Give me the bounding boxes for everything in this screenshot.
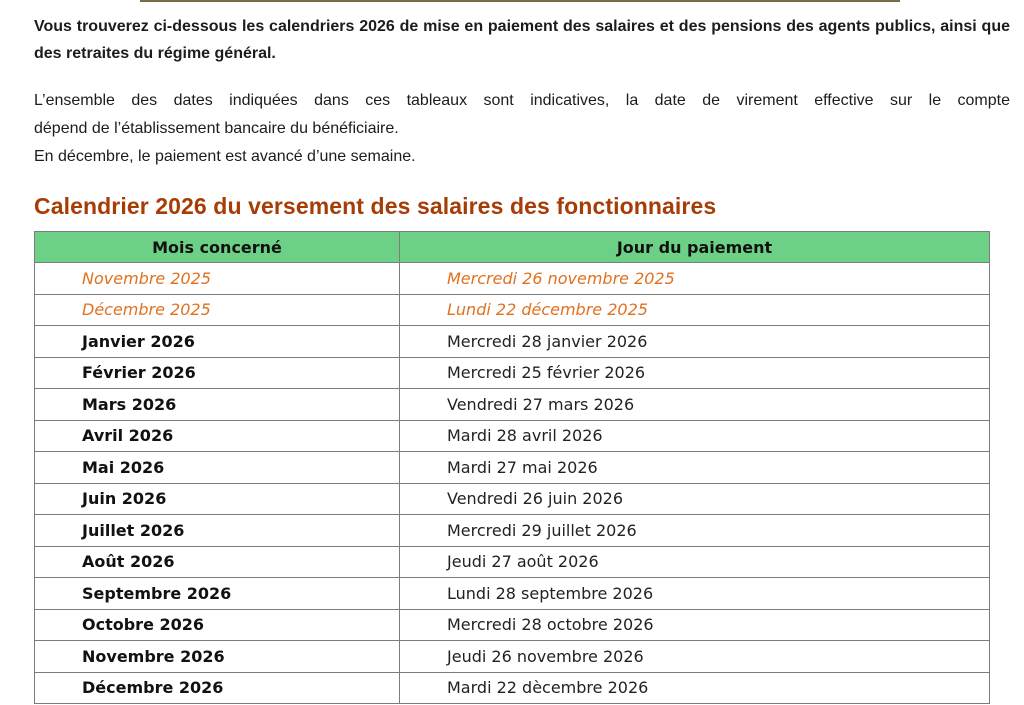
table-header-row <box>35 232 990 263</box>
payment-day-cell: Mardi 28 avril 2026 <box>400 420 990 452</box>
table-row <box>35 420 990 452</box>
payment-day-cell: Mercredi 29 juillet 2026 <box>400 515 990 547</box>
payment-day-cell: Mercredi 28 janvier 2026 <box>400 326 990 358</box>
info-line-1: L’ensemble des dates indiquées dans ces tableaux sont indicatives, la date de virement effective sur le compte <box>34 92 1010 109</box>
month-cell: Mars 2026 <box>35 389 400 421</box>
table-row <box>35 515 990 547</box>
table-row <box>35 641 990 673</box>
header-payment-day: Jour du paiement <box>400 232 990 263</box>
section-title: Calendrier 2026 du versement des salaires des fonctionnaires <box>34 193 717 219</box>
month-cell: Septembre 2026 <box>35 578 400 610</box>
month-cell: Décembre 2025 <box>35 294 400 326</box>
table-row <box>35 546 990 578</box>
month-cell: Août 2026 <box>35 546 400 578</box>
payment-day-cell: Jeudi 26 novembre 2026 <box>400 641 990 673</box>
top-image-edge <box>140 0 900 2</box>
payment-day-cell: Mercredi 26 novembre 2025 <box>400 263 990 295</box>
month-cell: Juillet 2026 <box>35 515 400 547</box>
month-cell: Février 2026 <box>35 357 400 389</box>
table-row <box>35 452 990 484</box>
info-line-3: En décembre, le paiement est avancé d’une semaine. <box>34 148 416 165</box>
payment-day-cell: Jeudi 27 août 2026 <box>400 546 990 578</box>
info-line-2: dépend de l’établissement bancaire du bénéficiaire. <box>34 120 399 137</box>
table-row <box>35 326 990 358</box>
header-month: Mois concerné <box>35 232 400 263</box>
table-body <box>35 263 990 704</box>
salary-calendar-table <box>34 231 990 704</box>
payment-day-cell: Lundi 22 décembre 2025 <box>400 294 990 326</box>
payment-day-cell: Vendredi 27 mars 2026 <box>400 389 990 421</box>
table-row <box>35 609 990 641</box>
table-row <box>35 357 990 389</box>
payment-day-cell: Mardi 22 dècembre 2026 <box>400 672 990 704</box>
table-row <box>35 389 990 421</box>
month-cell: Avril 2026 <box>35 420 400 452</box>
payment-day-cell: Mercredi 25 février 2026 <box>400 357 990 389</box>
table-row <box>35 578 990 610</box>
table-row <box>35 483 990 515</box>
month-cell: Novembre 2026 <box>35 641 400 673</box>
payment-day-cell: Vendredi 26 juin 2026 <box>400 483 990 515</box>
month-cell: Mai 2026 <box>35 452 400 484</box>
payment-day-cell: Mardi 27 mai 2026 <box>400 452 990 484</box>
payment-day-cell: Lundi 28 septembre 2026 <box>400 578 990 610</box>
payment-day-cell: Mercredi 28 octobre 2026 <box>400 609 990 641</box>
month-cell: Décembre 2026 <box>35 672 400 704</box>
month-cell: Octobre 2026 <box>35 609 400 641</box>
month-cell: Novembre 2025 <box>35 263 400 295</box>
month-cell: Janvier 2026 <box>35 326 400 358</box>
table-row <box>35 263 990 295</box>
info-paragraph <box>34 87 1010 171</box>
table-row <box>35 294 990 326</box>
table-row <box>35 672 990 704</box>
month-cell: Juin 2026 <box>35 483 400 515</box>
intro-bold-text: Vous trouverez ci-dessous les calendriers 2026 de mise en paiement des salaires et des pensions des agents publics, ainsi que des retraites du régime général. <box>34 18 1010 62</box>
